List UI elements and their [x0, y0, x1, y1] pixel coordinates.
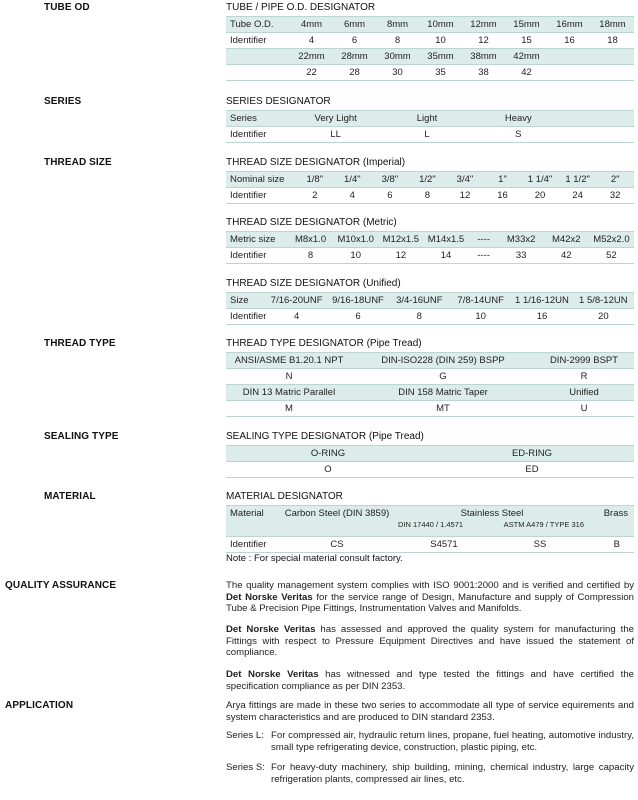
table-row: Identifier CS S4571 SS B: [226, 537, 634, 553]
table-row: N G R: [226, 369, 634, 385]
table-row: DIN 13 Matric Parallel DIN 158 Matric Taper Unified: [226, 385, 634, 401]
section-label-tube-od: TUBE OD: [44, 2, 90, 13]
section-label-thread-type: THREAD TYPE: [44, 338, 116, 349]
table-row: 22 28 30 35 38 42: [226, 65, 634, 81]
section-label-sealing-type: SEALING TYPE: [44, 431, 119, 442]
table-row: ANSI/ASME B1.20.1 NPT DIN-ISO228 (DIN 259) BSPP DIN-2999 BSPT: [226, 353, 634, 369]
section-label-application: APPLICATION: [5, 700, 74, 711]
unified-designator-table: [226, 292, 634, 325]
table-row: O ED: [226, 462, 634, 478]
application-paragraph: Arya fittings are made in these two series to accommodate all type of service equirements and system characteristics and are produced to DIN standard 2353.: [226, 700, 634, 723]
table-row: Size 7/16-20UNF 9/16-18UNF 3/4-16UNF 7/8-14UNF 1 1/16-12UN 1 5/8-12UN: [226, 293, 634, 309]
material-designator-title: MATERIAL DESIGNATOR: [226, 491, 343, 502]
table-row: Identifier LL L S: [226, 127, 634, 143]
table-row: Identifier 8 10 12 14 ---- 33 42 52: [226, 248, 634, 264]
table-row: M MT U: [226, 401, 634, 417]
sealing-designator-table: [226, 445, 634, 478]
table-row: Tube O.D. 4mm 6mm 8mm 10mm 12mm 15mm 16mm 18mm: [226, 17, 634, 33]
table-row: Series Very Light Light Heavy: [226, 111, 634, 127]
table-row: Metric size M8x1.0 M10x1.0 M12x1.5 M14x1.5 ---- M33x2 M42x2 M52x2.0: [226, 232, 634, 248]
table-row: Identifier 2 4 6 8 12 16 20 24 32: [226, 188, 634, 204]
table-row: Nominal size 1/8" 1/4" 3/8" 1/2" 3/4" 1" 1 1/4" 1 1/2" 2": [226, 172, 634, 188]
material-designator-table: [226, 505, 634, 553]
imperial-designator-title: THREAD SIZE DESIGNATOR (Imperial): [226, 157, 406, 168]
series-s-item: Series S: For heavy-duty machinery, ship building, mining, chemical industry, large capacity refrigeration plants, compressed air lines, etc.: [226, 762, 634, 785]
table-row: Identifier 4 6 8 10 12 15 16 18: [226, 33, 634, 49]
table-row: O-RING ED-RING: [226, 446, 634, 462]
series-l-item: Series L: For compressed air, hydraulic return lines, propane, fuel heating, automotive industry, small type refrigerating device, construction, plastic piping, etc.: [226, 730, 634, 753]
metric-designator-title: THREAD SIZE DESIGNATOR (Metric): [226, 217, 397, 228]
quality-paragraph-1: The quality management system complies with ISO 9001:2000 and is verified and certified by Det Norske Veritas for the service range of Design, Manufacture and supply of Compression Tube & Precision Pipe Fittings, Instrumentation Valves and Manifolds.: [226, 580, 634, 614]
table-row: Material Carbon Steel (DIN 3859) Stainless Steel DIN 17440 / 1.4571 ASTM A479 / TYPE 316 Brass: [226, 506, 634, 537]
unified-designator-title: THREAD SIZE DESIGNATOR (Unified): [226, 278, 401, 289]
sealing-designator-title: SEALING TYPE DESIGNATOR (Pipe Tread): [226, 431, 424, 442]
thread-type-designator-table: [226, 352, 634, 417]
section-label-quality-assurance: QUALITY ASSURANCE: [5, 580, 117, 591]
series-designator-table: [226, 110, 634, 143]
imperial-designator-table: [226, 171, 634, 204]
section-label-series: SERIES: [44, 96, 82, 107]
thread-type-designator-title: THREAD TYPE DESIGNATOR (Pipe Tread): [226, 338, 422, 349]
tube-designator-title: TUBE / PIPE O.D. DESIGNATOR: [226, 2, 376, 13]
table-row: Identifier 4 6 8 10 16 20: [226, 309, 634, 325]
table-row: 22mm 28mm 30mm 35mm 38mm 42mm: [226, 49, 634, 65]
series-designator-title: SERIES DESIGNATOR: [226, 96, 331, 107]
stainless-header: Stainless Steel DIN 17440 / 1.4571 ASTM A479 / TYPE 316: [396, 506, 588, 537]
section-label-thread-size: THREAD SIZE: [44, 157, 112, 168]
material-note: Note : For special material consult factory.: [226, 553, 403, 564]
quality-paragraph-2: Det Norske Veritas has assessed and approved the quality system for manufacturing the Fittings with respect to Pressure Equipment Directives and have issued the statement of compliance.: [226, 624, 634, 658]
quality-paragraph-3: Det Norske Veritas has witnessed and type tested the fittings and have certified the specification compliance as per DIN 2353.: [226, 669, 634, 692]
section-label-material: MATERIAL: [44, 491, 96, 502]
tube-designator-table: [226, 16, 634, 81]
metric-designator-table: [226, 231, 634, 264]
